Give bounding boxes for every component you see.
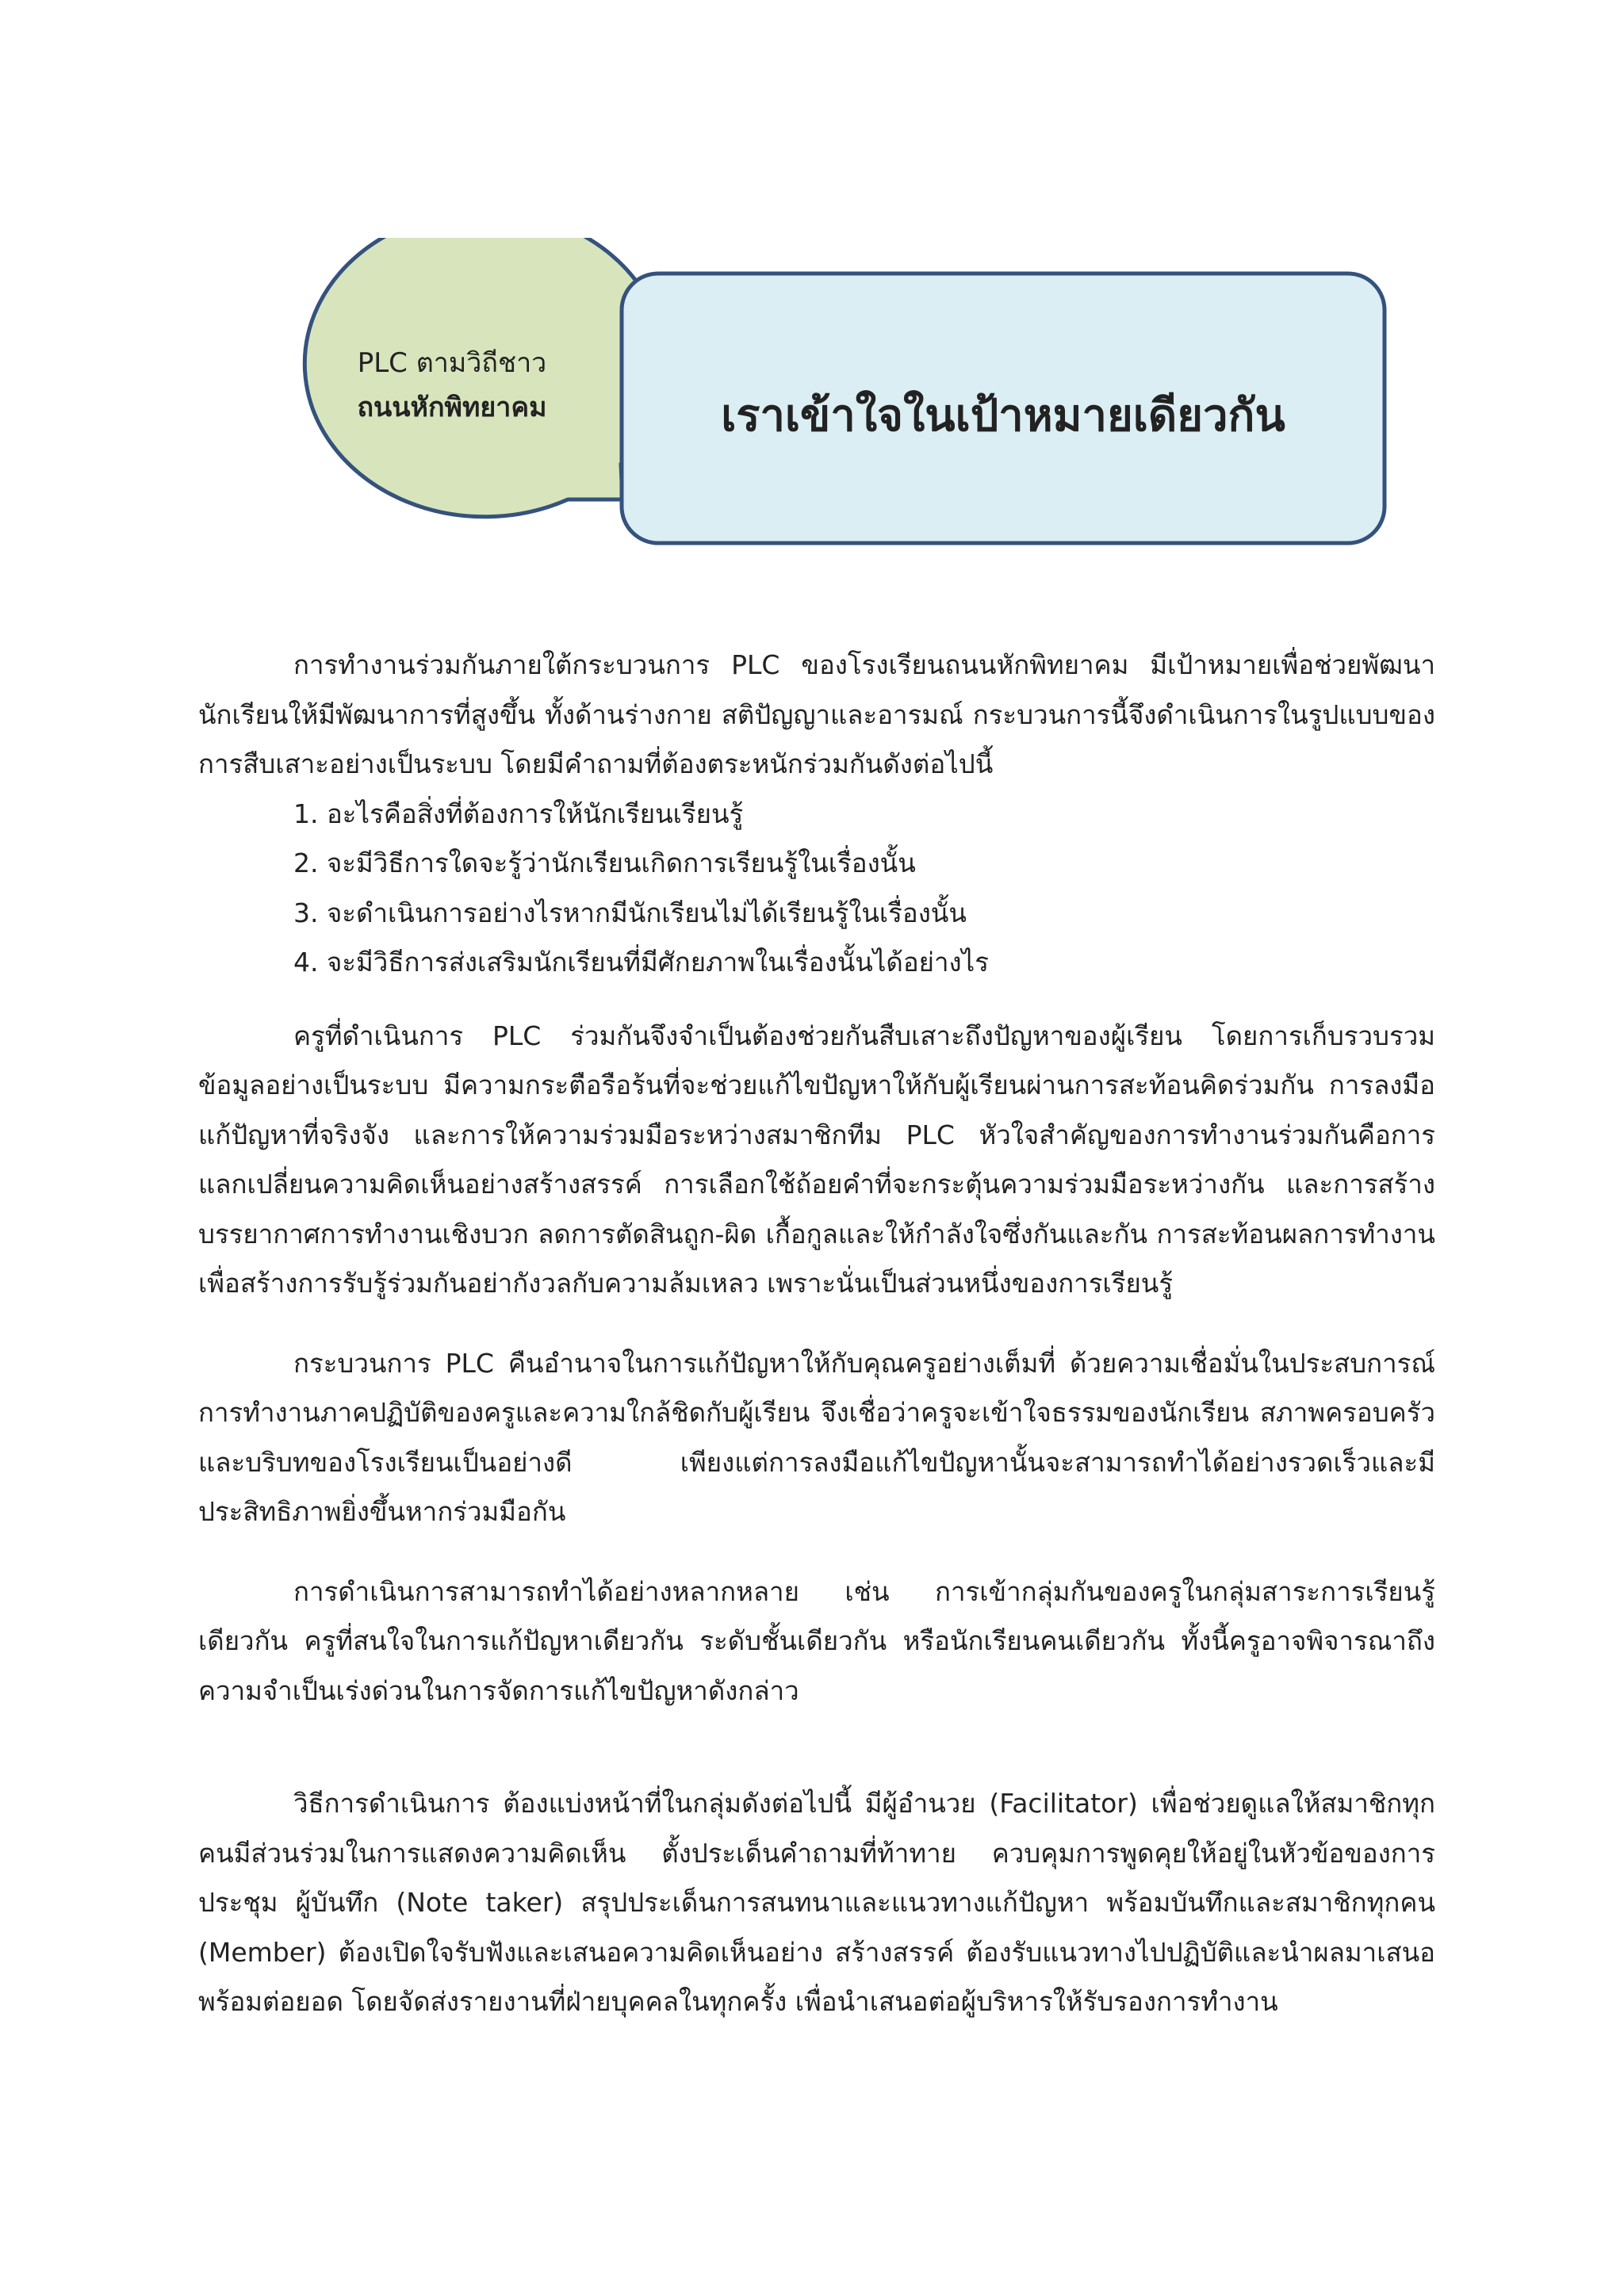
badge-line-1: PLC ตามวิถีชาว — [357, 347, 547, 379]
paragraph-process: กระบวนการ PLC คืนอำนาจในการแก้ปัญหาให้กับคุณครูอย่างเต็มที่ ด้วยความเชื่อมั่นในประสบการณ์การทำงานภาคปฏิบัติของครูและความใกล้ชิดกับผู้เรียน จึงเชื่อว่าครูจะเข้าใจธรรมของนักเรียน สภาพครอบครัวและบริบทของโรงเรียนเป็นอย่างดี เพียงแต่การลงมือแก้ไขปัญหานั้นจะสามารถทำได้อย่างรวดเร็วและมีประสิทธิภาพยิ่งขึ้นหากร่วมมือกัน — [198, 1347, 1435, 1527]
intro-paragraph: การทำงานร่วมกันภายใต้กระบวนการ PLC ของโรงเรียนถนนหักพิทยาคม มีเป้าหมายเพื่อช่วยพัฒนานักเรียนให้มีพัฒนาการที่สูงขึ้น ทั้งด้านร่างกาย สติปัญญาและอารมณ์ กระบวนการนี้จึงดำเนินการในรูปแบบของการสืบเสาะอย่างเป็นระบบ โดยมีคำถามที่ต้องตระหนักร่วมกันดังต่อไปนี้ — [198, 649, 1435, 779]
list-item: 2. จะมีวิธีการใดจะรู้ว่านักเรียนเกิดการเรียนรู้ในเรื่องนั้น — [293, 848, 916, 878]
paragraph-teachers: ครูที่ดำเนินการ PLC ร่วมกันจึงจำเป็นต้องช่วยกันสืบเสาะถึงปัญหาของผู้เรียน โดยการเก็บรวบรวมข้อมูลอย่างเป็นระบบ มีความกระตือรือร้นที่จะช่วยแก้ไขปัญหาให้กับผู้เรียนผ่านการสะท้อนคิดร่วมกัน การลงมือแก้ปัญหาที่จริงจัง และการให้ความร่วมมือระหว่างสมาชิกทีม PLC หัวใจสำคัญของการทำงานร่วมกันคือการแลกเปลี่ยนความคิดเห็นอย่างสร้างสรรค์ การเลือกใช้ถ้อยคำที่จะกระตุ้นความร่วมมือระหว่างกัน และการสร้างบรรยากาศการทำงานเชิงบวก ลดการตัดสินถูก-ผิด เกื้อกูลและให้กำลังใจซึ่งกันและกัน การสะท้อนผลการทำงานเพื่อสร้างการรับรู้ร่วมกันอย่ากังวลกับความล้มเหลว เพราะนั่นเป็นส่วนหนึ่งของการเรียนรู้ — [198, 1020, 1435, 1299]
list-item: 4. จะมีวิธีการส่งเสริมนักเรียนที่มีศักยภาพในเรื่องนั้นได้อย่างไร — [293, 947, 989, 978]
question-list — [198, 790, 1435, 988]
badge-title — [301, 341, 603, 430]
badge-line-2: ถนนหักพิทยาคม — [357, 392, 547, 423]
document-body — [198, 641, 1435, 2027]
page-title: เราเข้าใจในเป้าหมายเดียวกัน — [721, 390, 1285, 442]
paragraph-implementation: การดำเนินการสามารถทำได้อย่างหลากหลาย เช่น การเข้ากลุ่มกันของครูในกลุ่มสาระการเรียนรู้เดียวกัน ครูที่สนใจในการแก้ปัญหาเดียวกัน ระดับชั้นเดียวกัน หรือนักเรียนคนเดียวกัน ทั้งนี้ครูอาจพิจารณาถึงความจำเป็นเร่งด่วนในการจัดการแก้ไขปัญหาดังกล่าว — [198, 1575, 1435, 1706]
paragraph-roles: วิธีการดำเนินการ ต้องแบ่งหน้าที่ในกลุ่มดังต่อไปนี้ มีผู้อำนวย (Facilitator) เพื่อช่วยดูแลให้สมาชิกทุกคนมีส่วนร่วมในการแสดงความคิดเห็น ตั้งประเด็นคำถามที่ท้าทาย ควบคุมการพูดคุยให้อยู่ในหัวข้อของการประชุม ผู้บันทึก (Note taker) สรุปประเด็นการสนทนาและแนวทางแก้ปัญหา พร้อมบันทึกและสมาชิกทุกคน (Member) ต้องเปิดใจรับฟังและเสนอความคิดเห็นอย่าง สร้างสรรค์ ต้องรับแนวทางไปปฏิบัติและนำผลมาเสนอพร้อมต่อยอด โดยจัดส่งรายงานที่ฝ่ายบุคคลในทุกครั้ง เพื่อนำเสนอต่อผู้บริหารให้รับรองการทำงาน — [198, 1788, 1435, 2017]
list-item: 3. จะดำเนินการอย่างไรหากมีนักเรียนไม่ได้เรียนรู้ในเรื่องนั้น — [293, 897, 967, 928]
list-item: 1. อะไรคือสิ่งที่ต้องการให้นักเรียนเรียนรู้ — [293, 798, 744, 829]
